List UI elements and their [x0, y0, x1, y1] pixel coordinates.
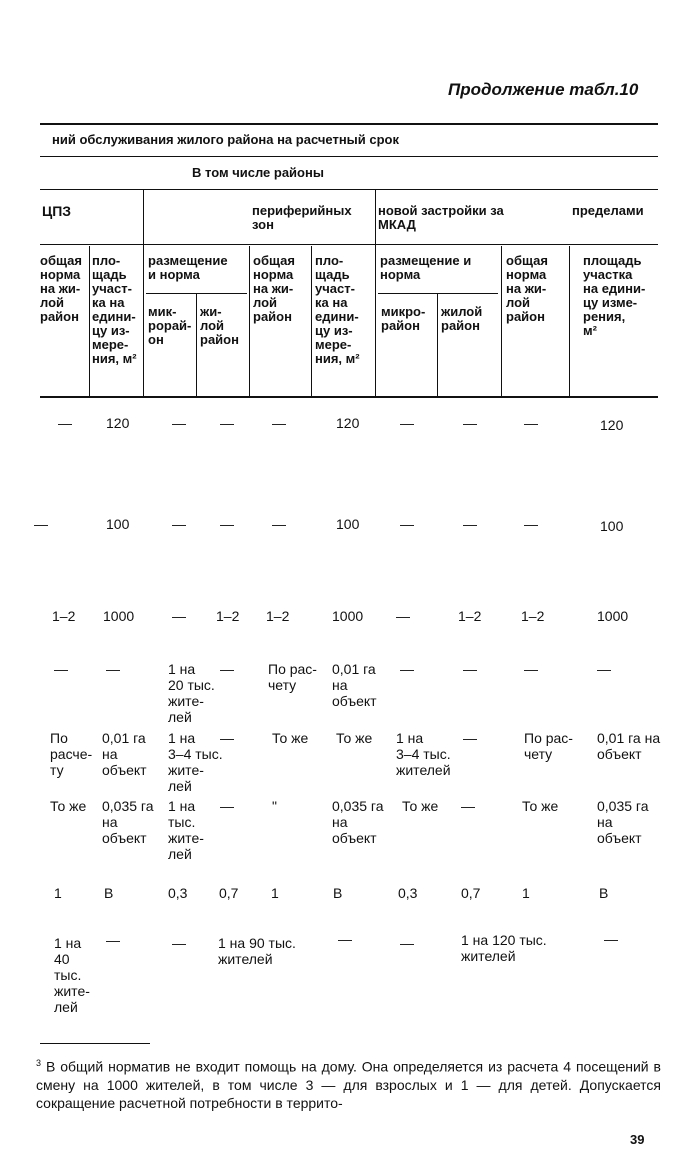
table-cell: —	[463, 661, 477, 677]
header-microdistrict-1: мик- рорай- он	[148, 304, 192, 347]
table-cell: В	[333, 885, 343, 901]
table-cell: 1 на 90 тыс. жителей	[218, 935, 296, 967]
table-cell: —	[172, 608, 186, 624]
table-cell: —	[220, 516, 234, 532]
header-microdistrict-2: микро- район	[381, 304, 426, 333]
header-divider	[89, 246, 90, 396]
rule	[378, 293, 498, 294]
table-cell: 1 на 3–4 тыс. жите- лей	[168, 730, 223, 794]
table-cell: То же	[336, 730, 373, 746]
table-cell: 0,3	[168, 885, 188, 901]
table-cell: —	[220, 798, 234, 814]
table-cell: По рас- чету	[268, 661, 317, 693]
header-divider	[569, 246, 570, 396]
header-new-development: новой застройки за	[378, 203, 504, 218]
footnote-text: В общий норматив не входит помощь на дому. Она определяется из расчета 4 посещений в смену на 1000 жителей, в том числе 3 — для взрослых и 1 — для детей. Допускается сокращение расчетной потребности в террито-	[36, 1058, 661, 1111]
header-residential-2: жилой район	[441, 304, 483, 333]
header-including: В том числе районы	[192, 165, 324, 180]
table-cell: —	[400, 935, 414, 951]
table-cell: 100	[600, 518, 624, 534]
table-cell: —	[172, 935, 186, 951]
table-cell: —	[58, 415, 72, 431]
header-mkad: МКАД	[378, 217, 416, 232]
table-cell: 0,01 га на объект	[332, 661, 377, 709]
table-cell: —	[172, 415, 186, 431]
header-placement-1: размещение и норма	[148, 253, 228, 282]
table-cell: 1	[522, 885, 530, 901]
header-cpz-area: пло- щадь участ- ка на едини- цу из- мере- ния, м²	[92, 253, 137, 366]
table-cell: —	[106, 932, 120, 948]
table-cell: В	[104, 885, 114, 901]
table-cell: —	[272, 516, 286, 532]
table-cell: 1 на 40 тыс. жите- лей	[54, 935, 90, 1015]
rule	[40, 189, 658, 190]
table-cell: —	[172, 516, 186, 532]
table-cell: 1–2	[266, 608, 290, 624]
continuation-title: Продолжение табл.10	[448, 80, 639, 99]
table-cell: В	[599, 885, 609, 901]
table-cell: 0,01 га на объект	[597, 730, 661, 762]
table-cell: То же	[522, 798, 559, 814]
table-cell: —	[524, 415, 538, 431]
rule	[40, 244, 658, 245]
table-cell: —	[463, 730, 477, 746]
header-divider	[501, 246, 502, 396]
table-cell: 1000	[332, 608, 364, 624]
table-cell: —	[220, 730, 234, 746]
footnote-mark: 3	[36, 1058, 42, 1068]
table-cell: —	[597, 661, 611, 677]
header-divider	[311, 246, 312, 396]
header-peripheral-total: общая норма на жи- лой район	[253, 253, 295, 324]
table-cell: То же	[272, 730, 309, 746]
header-divider	[196, 294, 197, 396]
header-divider	[375, 190, 376, 396]
table-cell: 1 на 120 тыс. жителей	[461, 932, 547, 964]
table-cell: 1000	[597, 608, 629, 624]
table-cell: —	[604, 931, 618, 947]
header-divider	[143, 190, 144, 396]
header-divider	[437, 294, 438, 396]
rule	[40, 156, 658, 157]
table-cell: 0,01 га на объект	[102, 730, 147, 778]
table-cell: 120	[106, 415, 130, 431]
table-cell: 1–2	[52, 608, 76, 624]
table-cell: "	[272, 798, 277, 814]
table-cell: —	[54, 661, 68, 677]
rule	[146, 293, 247, 294]
header-beyond: пределами	[572, 203, 644, 218]
header-new-total: общая норма на жи- лой район	[506, 253, 548, 324]
table-cell: 1 на тыс. жите- лей	[168, 798, 204, 862]
table-cell: —	[220, 661, 234, 677]
header-cpz-total: общая норма на жи- лой район	[40, 253, 82, 324]
table-cell: —	[400, 661, 414, 677]
table-cell: 1 на 20 тыс. жите- лей	[168, 661, 215, 725]
table-cell: 1–2	[216, 608, 240, 624]
table-cell: 0,7	[219, 885, 239, 901]
table-cell: 1	[271, 885, 279, 901]
table-cell: —	[463, 516, 477, 532]
table-cell: 0,035 га на объект	[597, 798, 649, 846]
table-cell: 120	[600, 417, 624, 433]
table-cell: —	[524, 661, 538, 677]
table-cell: По расче- ту	[50, 730, 93, 778]
table-cell: 1–2	[521, 608, 545, 624]
table-cell: 1–2	[458, 608, 482, 624]
header-placement-2: размещение и норма	[380, 253, 472, 282]
table-cell: —	[524, 516, 538, 532]
table-cell: По рас- чету	[524, 730, 573, 762]
table-cell: То же	[50, 798, 87, 814]
table-cell: —	[396, 608, 410, 624]
table-cell: —	[463, 415, 477, 431]
table-cell: 120	[336, 415, 360, 431]
table-cell: 0,035 га на объект	[102, 798, 154, 846]
page-number: 39	[630, 1132, 645, 1147]
table-cell: 100	[336, 516, 360, 532]
table-cell: —	[220, 415, 234, 431]
header-bottom-rule	[40, 396, 658, 398]
table-cell: 0,3	[398, 885, 418, 901]
footnote-rule	[40, 1043, 150, 1044]
table-cell: —	[400, 415, 414, 431]
footnote	[36, 1054, 661, 1112]
table-cell: —	[400, 516, 414, 532]
table-cell: —	[106, 661, 120, 677]
table-cell: То же	[402, 798, 439, 814]
table-cell: —	[461, 798, 475, 814]
header-new-area: площадь участка на едини- цу изме- рения, м²	[583, 253, 646, 338]
table-subtitle: ний обслуживания жилого района на расчетный срок	[52, 132, 399, 147]
header-peripheral-area: пло- щадь участ- ка на едини- цу из- мере- ния, м²	[315, 253, 360, 366]
table-cell: 0,7	[461, 885, 481, 901]
table-cell: —	[272, 415, 286, 431]
table-cell: 0,035 га на объект	[332, 798, 384, 846]
header-cpz: ЦПЗ	[42, 203, 72, 219]
table-cell: 1000	[103, 608, 135, 624]
table-cell: 1 на 3–4 тыс. жителей	[396, 730, 451, 778]
header-peripheral: периферийных зон	[252, 203, 352, 232]
table-cell: —	[34, 516, 48, 532]
header-residential-1: жи- лой район	[200, 304, 239, 347]
table-cell: 1	[54, 885, 62, 901]
table-top-rule	[40, 123, 658, 125]
table-cell: —	[338, 931, 352, 947]
table-cell: 100	[106, 516, 130, 532]
header-divider	[249, 246, 250, 396]
